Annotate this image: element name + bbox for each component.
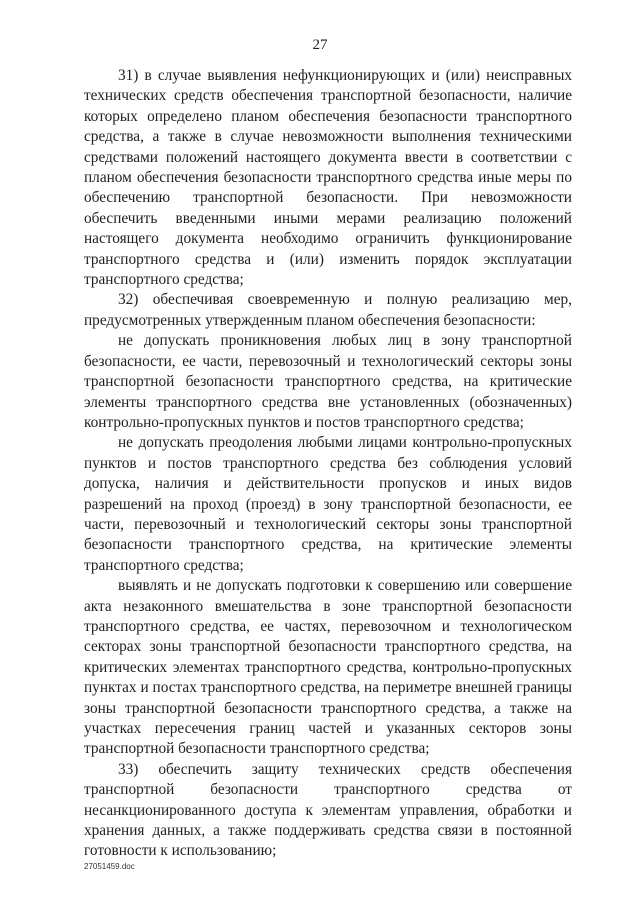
paragraph-32-item-3: выявлять и не допускать подготовки к совершению или совершение акта незаконного вмешательства в зоне транспортной безопасности транспортного средства, ее частях, перевозочном и технологическом секторах зоны транспортной безопасности транспортного средства, на критических элементах транспортного средства, контрольно-пропускных пунктах и постах транспортного средства, на периметре внешней границы зоны транспортной безопасности транспортного средства, а также на участках пересечения границ частей и указанных секторов зоны транспортной безопасности транспортного средства; <box>84 577 572 758</box>
document-body <box>84 66 572 862</box>
paragraph-32-item-1: не допускать проникновения любых лиц в зону транспортной безопасности, ее части, перевозочный и технологический секторы зоны транспортной безопасности транспортного средства, на критические элементы транспортного средства вне установленных (обозначенных) контрольно-пропускных пунктов и постов транспортного средства; <box>84 332 572 431</box>
document-footer-filename: 27051459.doc <box>84 862 135 871</box>
paragraph-32: 32) обеспечивая своевременную и полную реализацию мер, предусмотренных утвержденным планом обеспечения безопасности: <box>84 291 572 329</box>
page-number: 27 <box>312 37 328 53</box>
paragraph-33: 33) обеспечить защиту технических средств обеспечения транспортной безопасности транспортного средства от несанкционированного доступа к элементам управления, обработки и хранения данных, а также поддерживать средства связи в постоянной готовности к использованию; <box>84 760 572 860</box>
paragraph-31: 31) в случае выявления нефункционирующих и (или) неисправных технических средств обеспечения транспортной безопасности, наличие которых определено планом обеспечения безопасности транспортного средства, а также в случае невозможности выполнения техническими средствами положений настоящего документа ввести в соответствии с планом обеспечения безопасности транспортного средства иные меры по обеспечению транспортной безопасности. При невозможности обеспечить введенными иными мерами реализацию положений настоящего документа необходимо ограничить функционирование транспортного средства и (или) изменить порядок эксплуатации транспортного средства; <box>84 67 572 289</box>
paragraph-32-item-2: не допускать преодоления любыми лицами контрольно-пропускных пунктов и постов транспортного средства без соблюдения условий допуска, наличия и действительности пропусков и иных видов разрешений на проход (проезд) в зону транспортной безопасности, ее части, перевозочный и технологический секторы зоны транспортной безопасности транспортного средства, на критические элементы транспортного средства; <box>84 434 572 574</box>
